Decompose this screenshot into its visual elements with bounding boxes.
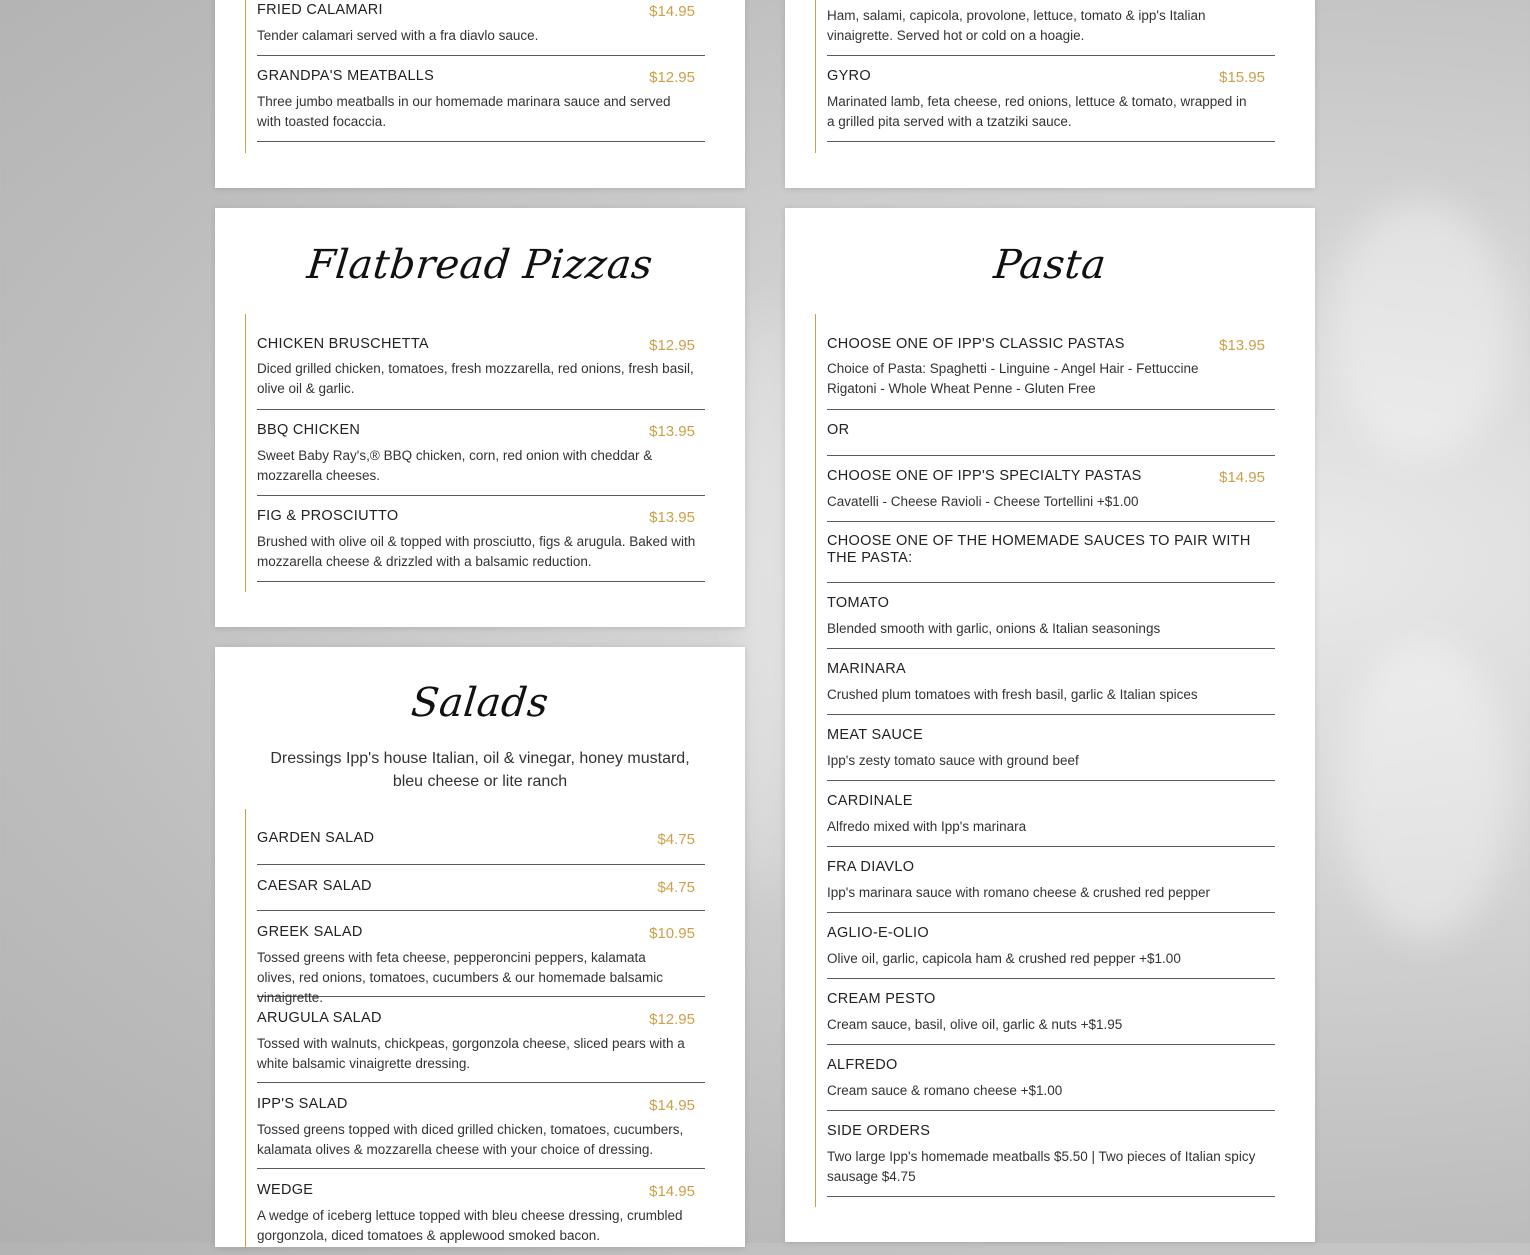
item-description: Blended smooth with garlic, onions & Italian seasonings <box>827 621 1161 636</box>
item-name: CHICKEN BRUSCHETTA <box>257 336 429 352</box>
menu-item <box>827 913 1275 979</box>
item-description: Marinated lamb, feta cheese, red onions, lettuce & tomato, wrapped in a grilled pita served with a tzatziki sauce. <box>827 94 1247 129</box>
item-price: $12.95 <box>649 69 695 86</box>
item-name: BBQ CHICKEN <box>257 422 361 438</box>
item-name: CHOOSE ONE OF IPP'S SPECIALTY PASTAS <box>827 468 1142 484</box>
menu-item <box>257 1083 705 1169</box>
item-description: Cavatelli - Cheese Ravioli - Cheese Tortellini +$1.00 <box>827 494 1139 509</box>
item-description: Olive oil, garlic, capicola ham & crushed red pepper +$1.00 <box>827 951 1181 966</box>
item-name: MEAT SAUCE <box>827 727 923 743</box>
item-name: WEDGE <box>257 1182 314 1198</box>
menu-item <box>827 456 1275 522</box>
menu-item <box>827 649 1275 715</box>
item-description: Two large Ipp's homemade meatballs $5.50 | Two pieces of Italian spicy sausage $4.75 <box>827 1149 1256 1184</box>
menu-item <box>827 715 1275 781</box>
item-name: GYRO <box>827 68 871 84</box>
salads-list <box>245 809 705 1249</box>
menu-item <box>827 1111 1275 1197</box>
item-name: TOMATO <box>827 595 890 611</box>
item-description: Tossed greens with feta cheese, pepperoncini peppers, kalamata olives, red onions, tomatoes, cucumbers & our homemade balsamic vinaigrette. <box>257 950 663 1005</box>
item-name: CHOOSE ONE OF THE HOMEMADE SAUCES TO PAIR WITH THE PASTA: <box>827 533 1251 566</box>
sandwiches-list <box>815 0 1275 153</box>
item-name: GRANDPA'S MEATBALLS <box>257 68 435 84</box>
item-description: Tender calamari served with a fra diavlo sauce. <box>257 28 539 43</box>
item-description: Ham, salami, capicola, provolone, lettuce, tomato & ipp's Italian vinaigrette. Served hot or cold on a hoagie. <box>827 8 1206 43</box>
item-name: ARUGULA SALAD <box>257 1010 382 1026</box>
item-description: Alfredo mixed with Ipp's marinara <box>827 819 1027 834</box>
salads-card <box>215 647 745 1247</box>
item-name: GREEK SALAD <box>257 924 363 940</box>
item-description: Cream sauce & romano cheese +$1.00 <box>827 1083 1063 1098</box>
menu-item <box>257 0 705 56</box>
flatbread-list <box>245 314 705 592</box>
menu-item <box>257 1169 705 1255</box>
item-price: $13.95 <box>1219 337 1265 354</box>
sandwiches-card <box>785 0 1315 188</box>
item-description: A wedge of iceberg lettuce topped with bleu cheese dressing, crumbled gorgonzola, diced tomatoes & applewood smoked bacon. <box>257 1208 683 1243</box>
item-price: $4.75 <box>657 879 695 896</box>
item-price: $4.75 <box>657 831 695 848</box>
menu-item <box>827 410 1275 456</box>
item-name: CHOOSE ONE OF IPP'S CLASSIC PASTAS <box>827 336 1125 352</box>
menu-item <box>257 911 705 1005</box>
item-price: $12.95 <box>649 1011 695 1028</box>
menu-item <box>257 410 705 496</box>
section-subtitle: Dressings Ipp's house Italian, oil & vinegar, honey mustard, bleu cheese or lite ranch <box>270 750 690 790</box>
item-description: Crushed plum tomatoes with fresh basil, garlic & Italian spices <box>827 687 1198 702</box>
item-description: Brushed with olive oil & topped with prosciutto, figs & arugula. Baked with mozzarella cheese & drizzled with a balsamic reduction. <box>257 534 696 569</box>
menu-item <box>257 56 705 142</box>
item-name: GARDEN SALAD <box>257 830 375 846</box>
menu-item <box>827 847 1275 913</box>
item-description: Three jumbo meatballs in our homemade marinara sauce and served with toasted focaccia. <box>257 94 671 129</box>
section-title: Salads <box>409 680 551 726</box>
item-name: FRIED CALAMARI <box>257 2 383 18</box>
background-texture <box>1340 640 1510 940</box>
pasta-card <box>785 208 1315 1242</box>
background-texture <box>1330 200 1510 460</box>
background-texture <box>745 300 785 900</box>
item-name: OR <box>827 422 850 438</box>
item-name: CARDINALE <box>827 793 913 809</box>
item-description: Ipp's marinara sauce with romano cheese & crushed red pepper <box>827 885 1211 900</box>
item-price: $13.95 <box>649 509 695 526</box>
item-price: $15.95 <box>1219 69 1265 86</box>
section-title: Pasta <box>991 242 1109 288</box>
item-price: $13.95 <box>649 423 695 440</box>
menu-item <box>827 1045 1275 1111</box>
item-price: $12.95 <box>649 337 695 354</box>
menu-item <box>827 522 1275 583</box>
item-name: CREAM PESTO <box>827 991 936 1007</box>
item-description: Tossed greens topped with diced grilled chicken, tomatoes, cucumbers, kalamata olives & mozzarella cheese with your choice of dressing. <box>257 1122 684 1157</box>
appetizers-card <box>215 0 745 188</box>
menu-item <box>827 781 1275 847</box>
section-title: Flatbread Pizzas <box>304 242 656 288</box>
item-name: IPP'S SALAD <box>257 1096 348 1112</box>
appetizers-list <box>245 0 705 153</box>
item-price: $10.95 <box>649 925 695 942</box>
flatbread-card <box>215 208 745 627</box>
item-description: Cream sauce, basil, olive oil, garlic & nuts +$1.95 <box>827 1017 1123 1032</box>
item-description: Tossed with walnuts, chickpeas, gorgonzola cheese, sliced pears with a white balsamic vinaigrette dressing. <box>257 1036 685 1071</box>
menu-item <box>257 865 705 911</box>
menu-item <box>257 809 705 865</box>
menu-item <box>257 314 705 410</box>
item-description: Sweet Baby Ray's,® BBQ chicken, corn, red onion with cheddar & mozzarella cheeses. <box>257 448 653 483</box>
item-description: Diced grilled chicken, tomatoes, fresh mozzarella, red onions, fresh basil, olive oil & garlic. <box>257 361 694 396</box>
menu-item <box>827 583 1275 649</box>
item-name: CAESAR SALAD <box>257 878 372 894</box>
item-price: $14.95 <box>649 1183 695 1200</box>
item-price: $14.95 <box>649 3 695 20</box>
menu-item <box>827 56 1275 142</box>
item-name: FIG & PROSCIUTTO <box>257 508 399 524</box>
item-name: MARINARA <box>827 661 906 677</box>
item-price: $14.95 <box>1219 469 1265 486</box>
item-name: SIDE ORDERS <box>827 1123 931 1139</box>
menu-item <box>827 0 1275 56</box>
item-price: $14.95 <box>649 1097 695 1114</box>
item-description: Ipp's zesty tomato sauce with ground beef <box>827 753 1079 768</box>
item-name: ALFREDO <box>827 1057 898 1073</box>
item-name: FRA DIAVLO <box>827 859 915 875</box>
menu-item <box>257 997 705 1083</box>
pasta-list <box>815 314 1275 1207</box>
menu-item <box>257 496 705 582</box>
item-name: AGLIO-E-OLIO <box>827 925 929 941</box>
menu-item <box>827 314 1275 410</box>
menu-item <box>827 979 1275 1045</box>
item-description: Choice of Pasta: Spaghetti - Linguine - Angel Hair - Fettuccine Rigatoni - Whole Wheat Penne - Gluten Free <box>827 361 1199 396</box>
